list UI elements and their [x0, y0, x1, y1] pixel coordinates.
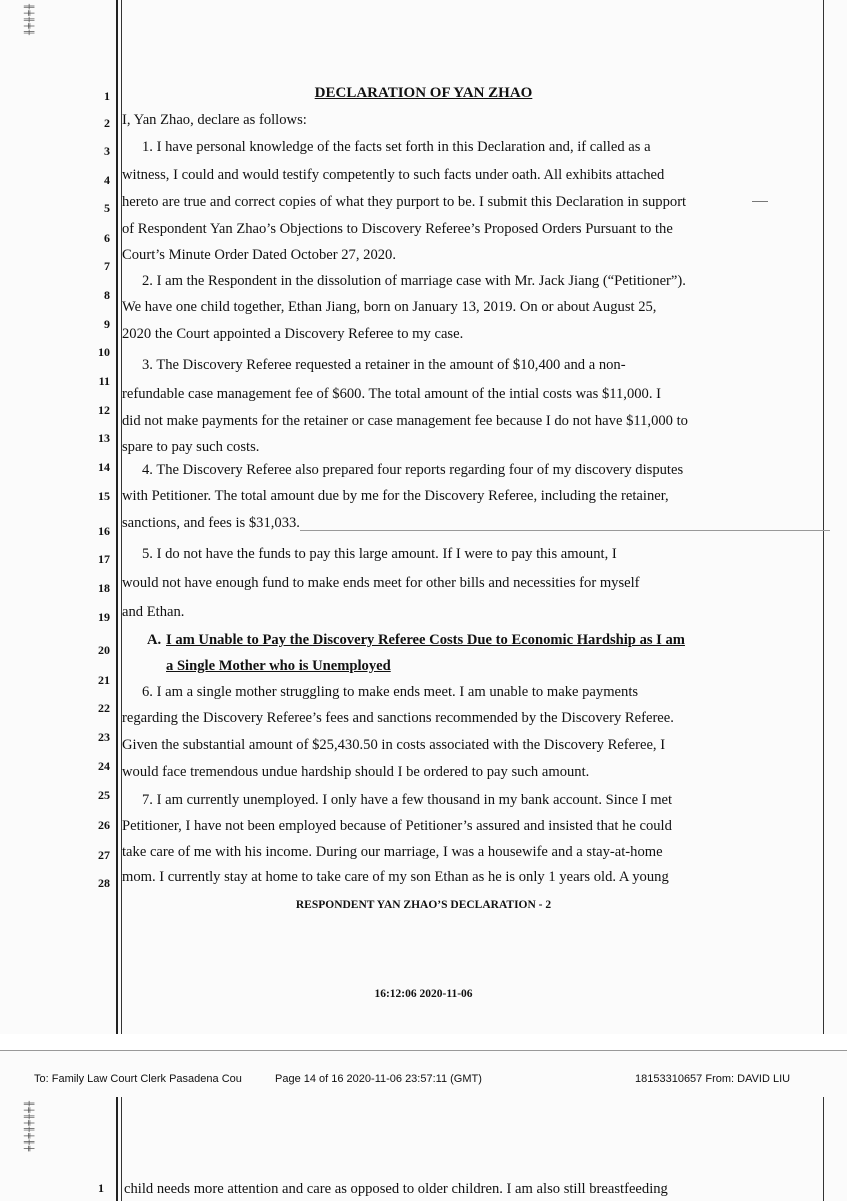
document-title: DECLARATION OF YAN ZHAO — [314, 85, 533, 101]
text-line: 4. The Discovery Referee also prepared four reports regarding four of my discovery disputes — [142, 462, 684, 478]
text-line: of Respondent Yan Zhao’s Objections to Discovery Referee’s Proposed Orders Pursuant to the — [122, 221, 673, 237]
line-number: 1 — [98, 1181, 104, 1195]
margin-line-left-inner — [121, 1097, 122, 1201]
line-number: 18 — [98, 581, 110, 595]
text-line: mom. I currently stay at home to take care of my son Ethan as he is only 1 years old. A young — [122, 869, 669, 885]
line-number: 26 — [98, 818, 110, 832]
text-line: 7. I am currently unemployed. I only have a few thousand in my bank account. Since I met — [142, 792, 673, 808]
scan-dash-mark — [752, 201, 768, 202]
text-line: Petitioner, I have not been employed because of Petitioner’s assured and insisted that he could — [122, 818, 672, 834]
text-line: regarding the Discovery Referee’s fees and sanctions recommended by the Discovery Referee. — [122, 710, 674, 726]
text-line: We have one child together, Ethan Jiang, born on January 13, 2019. On or about August 25, — [122, 299, 657, 315]
line-number: 7 — [104, 259, 110, 273]
fax-from: 18153310657 From: DAVID LIU — [635, 1073, 791, 1085]
section-heading: a Single Mother who is Unemployed — [166, 658, 391, 674]
text-line: 1. I have personal knowledge of the facts set forth in this Declaration and, if called as a — [142, 139, 651, 155]
line-number: 4 — [104, 173, 110, 187]
section-heading: I am Unable to Pay the Discovery Referee Costs Due to Economic Hardship as I am — [166, 632, 685, 648]
line-number: 9 — [104, 317, 110, 331]
line-number: 21 — [98, 673, 110, 687]
line-number: 17 — [98, 552, 110, 566]
line-number: 27 — [98, 848, 110, 862]
line-number: 10 — [98, 345, 110, 359]
text-line: Given the substantial amount of $25,430.50 in costs associated with the Discovery Referee, I — [122, 737, 666, 753]
text-line: and Ethan. — [122, 604, 185, 620]
text-line: 6. I am a single mother struggling to make ends meet. I am unable to make payments — [142, 684, 639, 700]
line-number: 12 — [98, 403, 110, 417]
section-letter: A. — [147, 632, 162, 648]
line-number: 3 — [104, 144, 110, 158]
scan-artifact-mark: ╫╪╫╪╫ — [23, 4, 33, 37]
line-number: 14 — [98, 460, 110, 474]
text-line: 2. I am the Respondent in the dissolution of marriage case with Mr. Jack Jiang (“Petitioner”). — [142, 273, 686, 289]
fax-to: To: Family Law Court Clerk Pasadena Cou — [34, 1073, 242, 1085]
text-line: did not make payments for the retainer or case management fee because I do not have $11,000 to — [122, 413, 688, 429]
line-number: 1 — [104, 89, 110, 103]
line-number: 15 — [98, 489, 110, 503]
text-line: with Petitioner. The total amount due by me for the Discovery Referee, including the retainer, — [122, 488, 669, 504]
line-number: 19 — [98, 610, 110, 624]
line-number: 11 — [98, 374, 110, 388]
text-line: I, Yan Zhao, declare as follows: — [122, 112, 307, 128]
text-line: 3. The Discovery Referee requested a retainer in the amount of $10,400 and a non- — [142, 357, 626, 373]
line-number: 8 — [104, 288, 110, 302]
line-number: 6 — [104, 231, 110, 245]
scan-artifact-mark: ╫╪╫╪╫╪╫╪ — [23, 1101, 33, 1153]
text-line: refundable case management fee of $600. The total amount of the intial costs was $11,000. I — [122, 386, 661, 402]
line-number: 20 — [98, 643, 110, 657]
text-line: witness, I could and would testify competently to such facts under oath. All exhibits attached — [122, 167, 665, 183]
fax-page-info: Page 14 of 16 2020-11-06 23:57:11 (GMT) — [275, 1073, 482, 1085]
margin-line-left-outer — [116, 1097, 118, 1201]
line-number: 28 — [98, 876, 110, 890]
text-line: child needs more attention and care as opposed to older children. I am also still breastfeeding — [124, 1181, 668, 1197]
line-number: 13 — [98, 431, 110, 445]
line-number: 5 — [104, 201, 110, 215]
line-number: 23 — [98, 730, 110, 744]
text-line: 2020 the Court appointed a Discovery Referee to my case. — [122, 326, 464, 342]
line-number: 16 — [98, 524, 110, 538]
text-line: Court’s Minute Order Dated October 27, 2020. — [122, 247, 396, 263]
text-line: spare to pay such costs. — [122, 439, 260, 455]
timestamp: 16:12:06 2020-11-06 — [374, 988, 473, 1000]
text-line: take care of me with his income. During our marriage, I was a housewife and a stay-at-home — [122, 844, 663, 860]
page-gap — [0, 1034, 847, 1050]
text-line: would face tremendous undue hardship should I be ordered to pay such amount. — [122, 764, 590, 780]
text-line: 5. I do not have the funds to pay this large amount. If I were to pay this amount, I — [142, 546, 617, 562]
text-line: hereto are true and correct copies of what they purport to be. I submit this Declaration in support — [122, 194, 687, 210]
margin-line-right — [823, 1097, 824, 1201]
line-number: 22 — [98, 701, 110, 715]
scan-rule-line — [300, 530, 830, 531]
text-line: would not have enough fund to make ends meet for other bills and necessities for myself — [122, 575, 640, 591]
page-footer: RESPONDENT YAN ZHAO’S DECLARATION - 2 — [295, 899, 552, 911]
margin-line-left-outer — [116, 0, 118, 1034]
line-number: 25 — [98, 788, 110, 802]
line-number: 2 — [104, 116, 110, 130]
text-line: sanctions, and fees is $31,033. — [122, 515, 300, 531]
line-number: 24 — [98, 759, 110, 773]
margin-line-right — [823, 0, 824, 1034]
